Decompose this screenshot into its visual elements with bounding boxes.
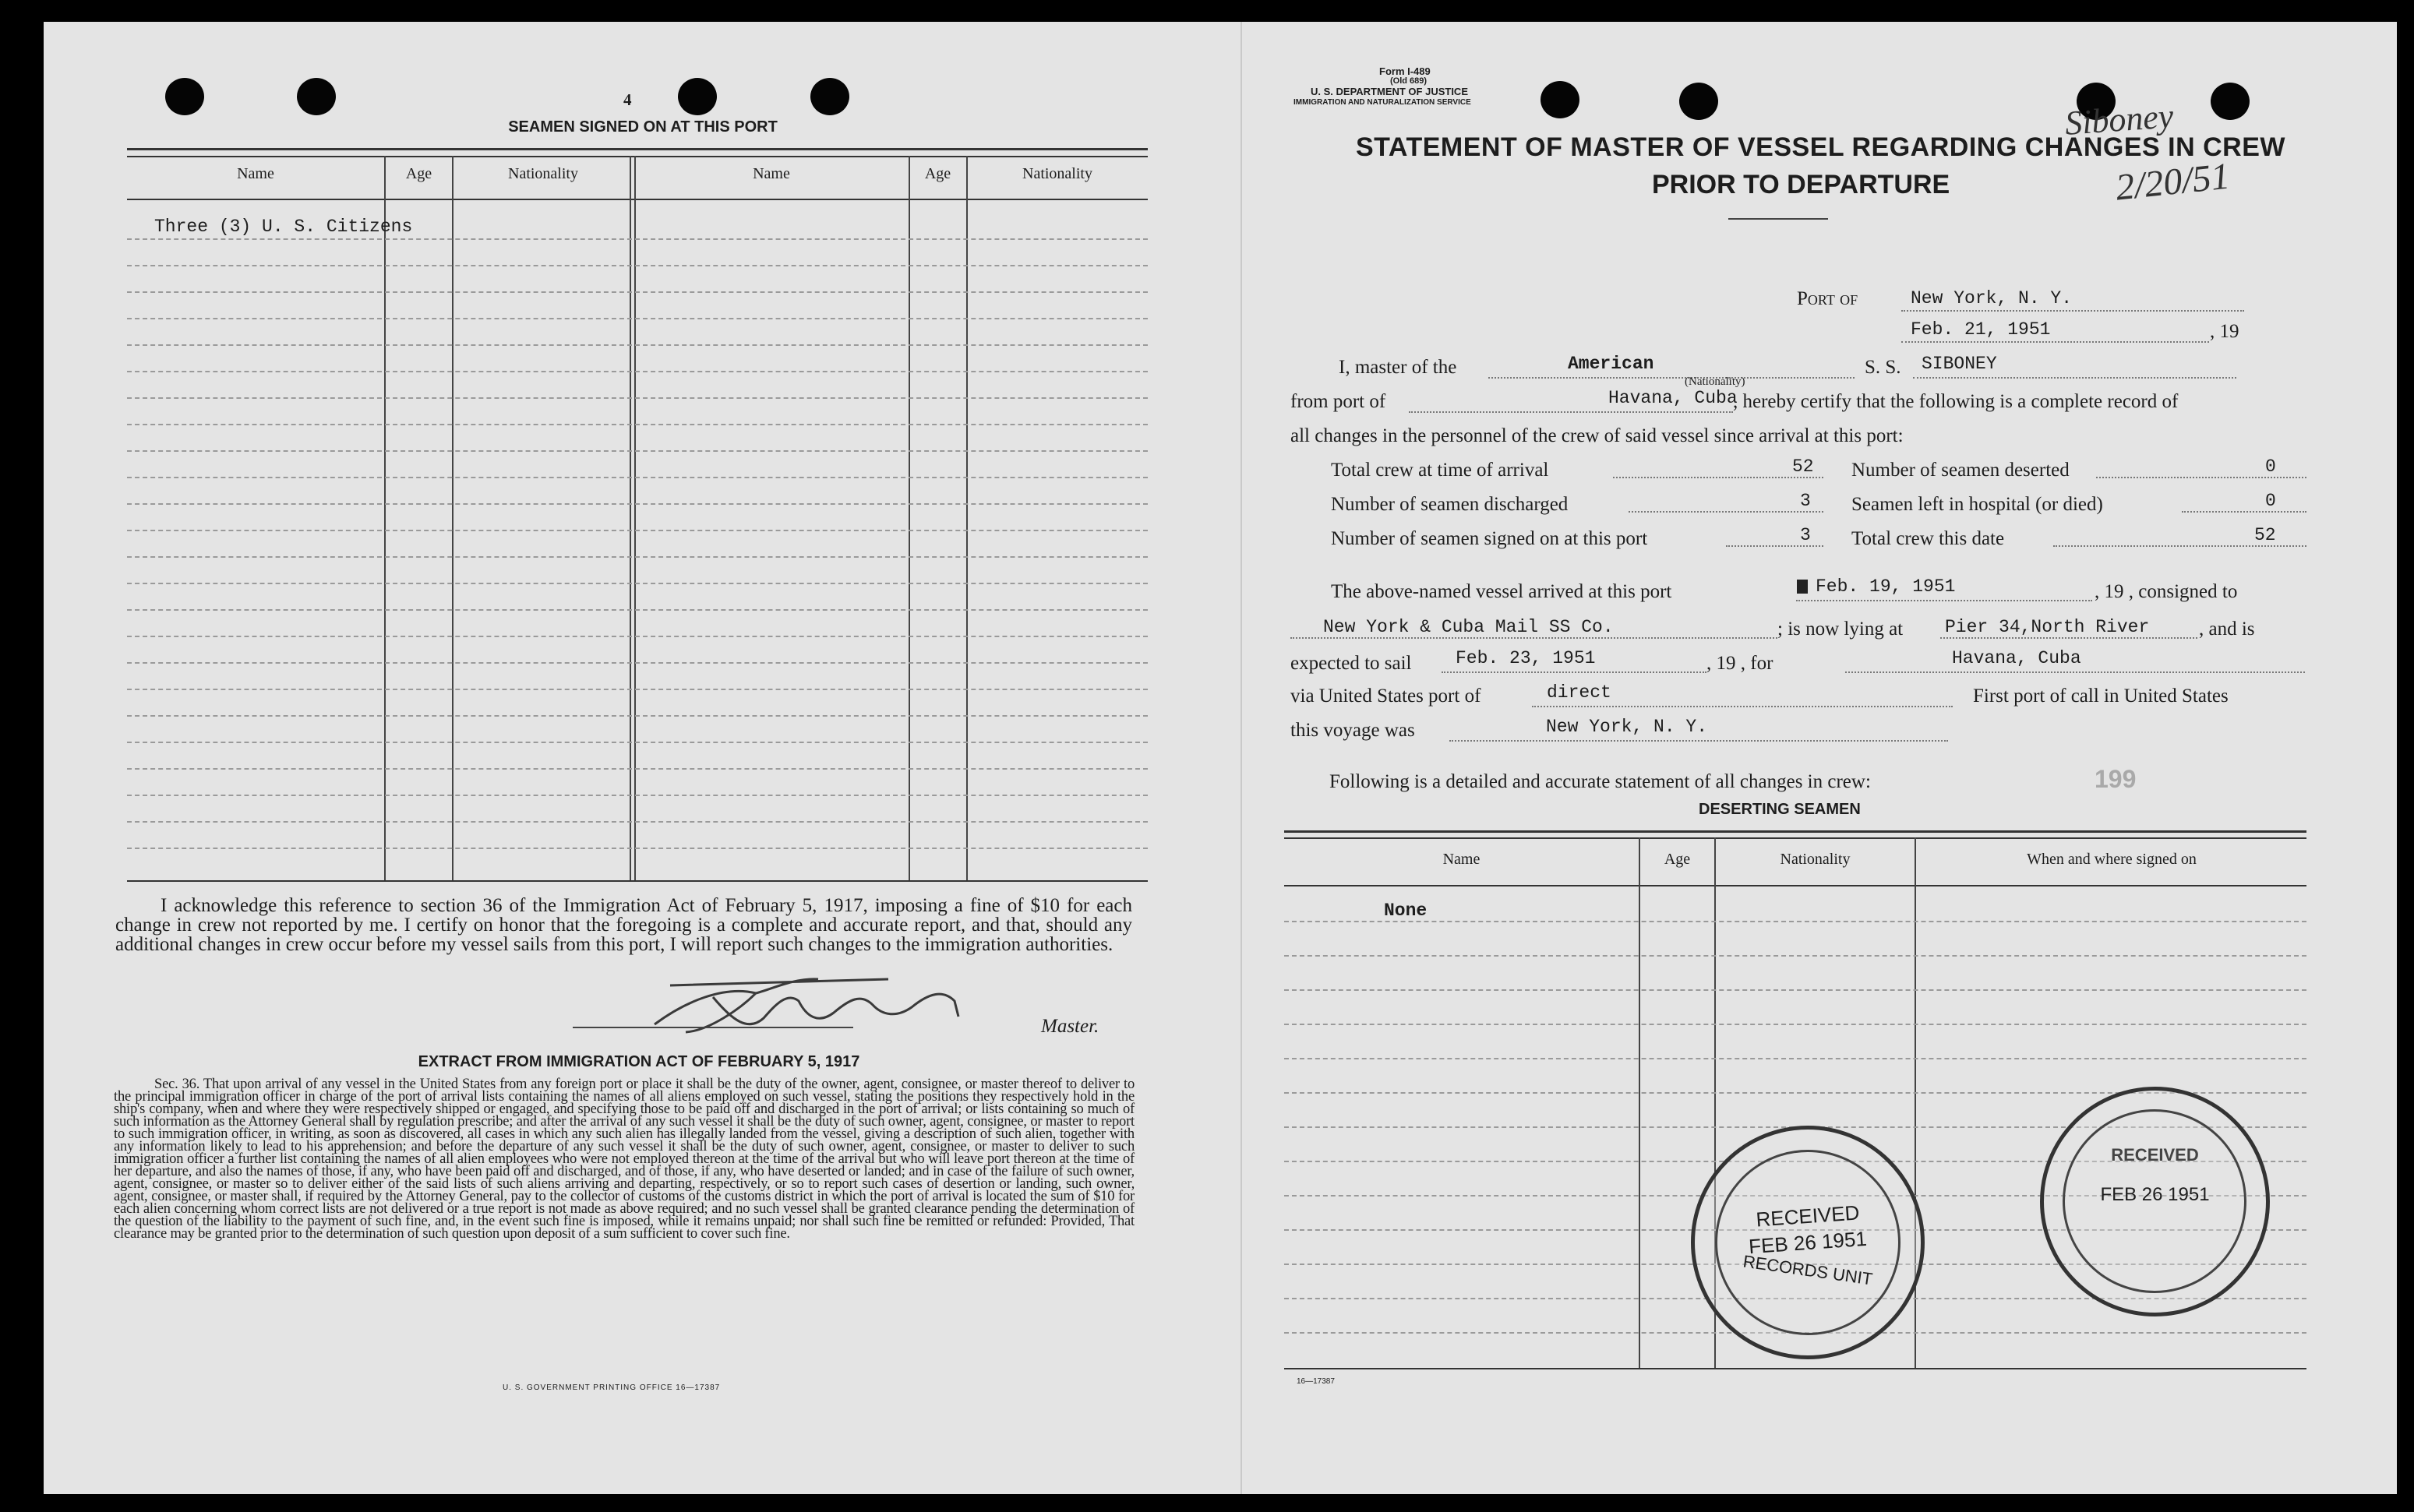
fill-line — [1901, 341, 2209, 343]
row-rule — [127, 689, 1148, 690]
page-fold — [1241, 22, 1242, 1494]
faint-stamp-number: 199 — [2095, 765, 2137, 793]
nationality-value: American — [1568, 354, 1654, 374]
col-header-name: Name — [237, 165, 274, 182]
ship-prefix: S. S. — [1865, 357, 1901, 378]
row-rule — [127, 715, 1148, 717]
row-rule — [127, 848, 1148, 849]
sail-value: Feb. 23, 1951 — [1456, 648, 1596, 668]
master-signature — [639, 970, 1029, 1040]
voyage-label: this voyage was — [1290, 720, 1415, 741]
form-title: STATEMENT OF MASTER OF VESSEL REGARDING CHANGES IN CREW — [1356, 132, 2285, 162]
consignee-value: New York & Cuba Mail SS Co. — [1323, 617, 1614, 637]
col-header-name: Name — [753, 165, 790, 182]
discharged-value: 3 — [1800, 491, 1811, 511]
desert-col-name: Name — [1442, 851, 1481, 868]
row-rule — [127, 397, 1148, 399]
signed-on-label: Number of seamen signed on at this port — [1331, 528, 1648, 549]
punch-hole — [810, 78, 849, 115]
section-heading: SEAMEN SIGNED ON AT THIS PORT — [508, 118, 778, 136]
arrived-value: Feb. 19, 1951 — [1816, 576, 1956, 597]
row-rule — [127, 450, 1148, 452]
row-rule — [127, 371, 1148, 372]
fill-line — [1845, 671, 2305, 673]
deserted-value: 0 — [2265, 456, 2276, 477]
column-divider — [1639, 837, 1640, 1369]
row-rule — [127, 424, 1148, 425]
extract-text: Sec. 36. That upon arrival of any vessel in the United States from any foreign port or place it shall be the duty of the owner, agent, consignee, or master thereof to deliver to the principal immigration officer in charge of the port of arrival lists containing the names of all aliens employed on such vessel, stating the positions they respectively hold in the ship's company, when and where they were respectively shipped or engaged, and specifying those to be paid off and discharged in the port of arrival; or lists containing so much of such information as the Attorney General shall by regulation prescribe; and after the arrival of any such vessel it shall be the duty of such owner, agent, consignee, or master to report to such immigration officer, in writing, as soon as discovered, all cases in which any such alien has illegally landed from the vessel, giving a description of such alien, together with any information likely to lead to his apprehension; and before the departure of any such vessel it shall be the duty of such owner, agent, consignee, or master to deliver to such immigration officer a further list containing the names of all alien employees who were not employed thereon at the time of the arrival but who will leave port thereon at the time of her departure, and also the names of those, if any, who have been paid off and discharged, and of those, if any, who have deserted or landed; and in case of the failure of such owner, agent, consignee, or master so to deliver either of the said lists of such aliens arriving and departing, respectively, or so to report such cases of desertion or landing, such owner, agent, consignee, or master shall, if required by the Attorney General, pay to the collector of customs of the customs district in which the port of arrival is located the sum of $10 for each alien concerning whom correct lists are not delivered or a true report is not made as above required; and no such vessel shall be granted clearance pending the determination of the question of the liability to the payment of such fine, and, in the event such fine is imposed, while it remains unpaid; nor shall such fine be remitted or refunded: Provided, That clearance may be granted prior to the determination of such question upon deposit of a sum sufficient to cover such fine. — [114, 1077, 1135, 1242]
row-rule — [127, 768, 1148, 770]
typed-correction-mark — [1797, 580, 1808, 594]
form-subtitle: PRIOR TO DEPARTURE — [1652, 170, 1950, 199]
stamp-date: FEB 26 1951 — [2100, 1184, 2210, 1205]
row-rule — [1284, 1024, 2306, 1025]
department-name: U. S. DEPARTMENT OF JUSTICE — [1311, 86, 1468, 97]
for-value: Havana, Cuba — [1952, 648, 2081, 668]
port-value: New York, N. Y. — [1911, 288, 2073, 308]
header-rule — [1284, 885, 2306, 886]
via-label: via United States port of — [1290, 686, 1481, 707]
punch-hole — [678, 78, 717, 115]
table-row-name: Three (3) U. S. Citizens — [154, 217, 413, 237]
stamp-received: RECEIVED — [2111, 1145, 2199, 1165]
date-suffix: , 19 — [2210, 321, 2239, 342]
voyage-value: New York, N. Y. — [1546, 717, 1708, 737]
ship-name: SIBONEY — [1922, 354, 1997, 374]
row-rule — [127, 583, 1148, 584]
stamp-date: FEB 26 1951 — [1748, 1226, 1868, 1259]
stamp-records-unit: RECORDS UNIT — [1742, 1251, 1874, 1289]
table-top-rule — [1284, 830, 2306, 833]
punch-hole — [165, 78, 204, 115]
fill-line — [1901, 310, 2244, 312]
fill-line — [1290, 637, 1777, 639]
row-rule — [1284, 921, 2306, 922]
handwritten-ship-name: Siboney — [2063, 97, 2175, 143]
table-top-rule — [127, 156, 1148, 157]
desert-col-when-where: When and where signed on — [2027, 851, 2197, 868]
table-top-rule — [127, 148, 1148, 150]
row-rule — [127, 821, 1148, 823]
desert-col-age: Age — [1664, 851, 1691, 868]
title-underline — [1728, 218, 1828, 220]
acknowledgement-text: I acknowledge this reference to section 36 of the Immigration Act of February 5, 1917, imposing a fine of $10 for each change in crew not reported by me. I certify on honor that the foregoing is a complete and accurate report, and that, should any additional changes in crew occur before my vessel sails from this port, I will report such changes to the immigration authorities. — [115, 895, 1132, 955]
fill-line — [1488, 377, 1855, 379]
from-port-value: Havana, Cuba — [1608, 388, 1738, 408]
service-name: IMMIGRATION AND NATURALIZATION SERVICE — [1293, 98, 1471, 107]
via-value: direct — [1547, 682, 1611, 703]
row-rule — [127, 662, 1148, 664]
consigned-label: , 19 , consigned to — [2095, 581, 2238, 602]
deserted-label: Number of seamen deserted — [1851, 460, 2070, 481]
extract-title: EXTRACT FROM IMMIGRATION ACT OF FEBRUARY 5, 1917 — [418, 1053, 860, 1070]
master-label: Master. — [1041, 1016, 1099, 1037]
punch-hole — [1679, 83, 1718, 120]
deserting-heading: DESERTING SEAMEN — [1699, 801, 1861, 818]
fill-line — [1940, 637, 2197, 639]
master-prefix: I, master of the — [1339, 357, 1457, 378]
row-rule — [127, 238, 1148, 240]
leader-dots — [1613, 477, 1823, 478]
discharged-label: Number of seamen discharged — [1331, 494, 1569, 515]
from-port-label: from port of — [1290, 391, 1386, 412]
fill-line — [1449, 740, 1948, 742]
row-rule — [127, 344, 1148, 346]
punch-hole — [2211, 83, 2250, 120]
col-header-nationality: Nationality — [1022, 165, 1092, 182]
total-date-value: 52 — [2254, 525, 2276, 545]
desert-col-nationality: Nationality — [1780, 851, 1851, 868]
leader-dots — [2053, 545, 2306, 547]
total-arrival-value: 52 — [1792, 456, 1814, 477]
row-rule — [127, 609, 1148, 611]
document-sheet — [44, 22, 2397, 1494]
col-header-age: Age — [924, 165, 951, 182]
printer-imprint: 16—17387 — [1297, 1377, 1335, 1386]
row-rule — [127, 477, 1148, 478]
fill-line — [1442, 671, 1706, 673]
fill-line — [1409, 411, 1733, 413]
certify-text: , hereby certify that the following is a complete record of — [1733, 391, 2179, 412]
received-stamp — [1691, 1126, 1925, 1359]
punch-hole — [297, 78, 336, 115]
nationality-caption: (Nationality) — [1685, 375, 1745, 388]
row-rule — [127, 556, 1148, 558]
table-bottom-rule — [127, 880, 1148, 882]
row-rule — [1284, 1058, 2306, 1059]
and-is-label: , and is — [2199, 619, 2255, 640]
leader-dots — [2096, 477, 2306, 478]
printer-imprint: U. S. GOVERNMENT PRINTING OFFICE 16—17387 — [503, 1383, 721, 1392]
signature-line — [573, 1027, 853, 1028]
row-rule — [127, 795, 1148, 796]
fill-line — [1796, 600, 2092, 601]
form-old-number: (Old 689) — [1390, 76, 1428, 86]
row-rule — [1284, 989, 2306, 991]
for-label: , 19 , for — [1706, 653, 1773, 674]
row-rule — [127, 742, 1148, 743]
signed-on-value: 3 — [1800, 525, 1811, 545]
sail-label: expected to sail — [1290, 653, 1412, 674]
row-rule — [127, 291, 1148, 293]
fill-line — [1532, 706, 1953, 707]
hospital-label: Seamen left in hospital (or died) — [1851, 494, 2103, 515]
col-header-nationality: Nationality — [508, 165, 578, 182]
fill-line — [1913, 377, 2236, 379]
first-port-label: First port of call in United States — [1973, 686, 2229, 707]
header-rule — [127, 199, 1148, 200]
col-header-age: Age — [405, 165, 432, 182]
row-rule — [127, 265, 1148, 266]
leader-dots — [2182, 511, 2306, 513]
leader-dots — [1629, 511, 1823, 513]
total-arrival-label: Total crew at time of arrival — [1331, 460, 1549, 481]
row-rule — [127, 530, 1148, 531]
port-label: Port of — [1797, 288, 1858, 309]
hospital-value: 0 — [2265, 491, 2276, 511]
punch-hole — [1541, 81, 1579, 118]
total-date-label: Total crew this date — [1851, 528, 2005, 549]
row-rule — [127, 636, 1148, 637]
row-rule — [127, 503, 1148, 505]
page-number: 4 — [623, 90, 632, 109]
leader-dots — [1726, 545, 1823, 547]
arrived-label: The above-named vessel arrived at this port — [1331, 581, 1672, 602]
table-top-rule — [1284, 837, 2306, 839]
certify-text-2: all changes in the personnel of the crew of said vessel since arrival at this port: — [1290, 425, 1904, 446]
table-bottom-rule — [1284, 1368, 2306, 1369]
lying-label: ; is now lying at — [1777, 619, 1904, 640]
lying-value: Pier 34,North River — [1945, 617, 2150, 637]
row-rule — [1284, 955, 2306, 957]
deserting-row-name: None — [1384, 901, 1428, 921]
row-rule — [127, 318, 1148, 319]
date-value: Feb. 21, 1951 — [1911, 319, 2051, 340]
stamp-received: RECEIVED — [1755, 1200, 1861, 1232]
received-stamp — [2040, 1087, 2270, 1316]
following-label: Following is a detailed and accurate statement of all changes in crew: — [1329, 771, 1871, 792]
handwritten-date: 2/20/51 — [2113, 155, 2232, 209]
form-number: Form I-489 — [1379, 65, 1431, 77]
